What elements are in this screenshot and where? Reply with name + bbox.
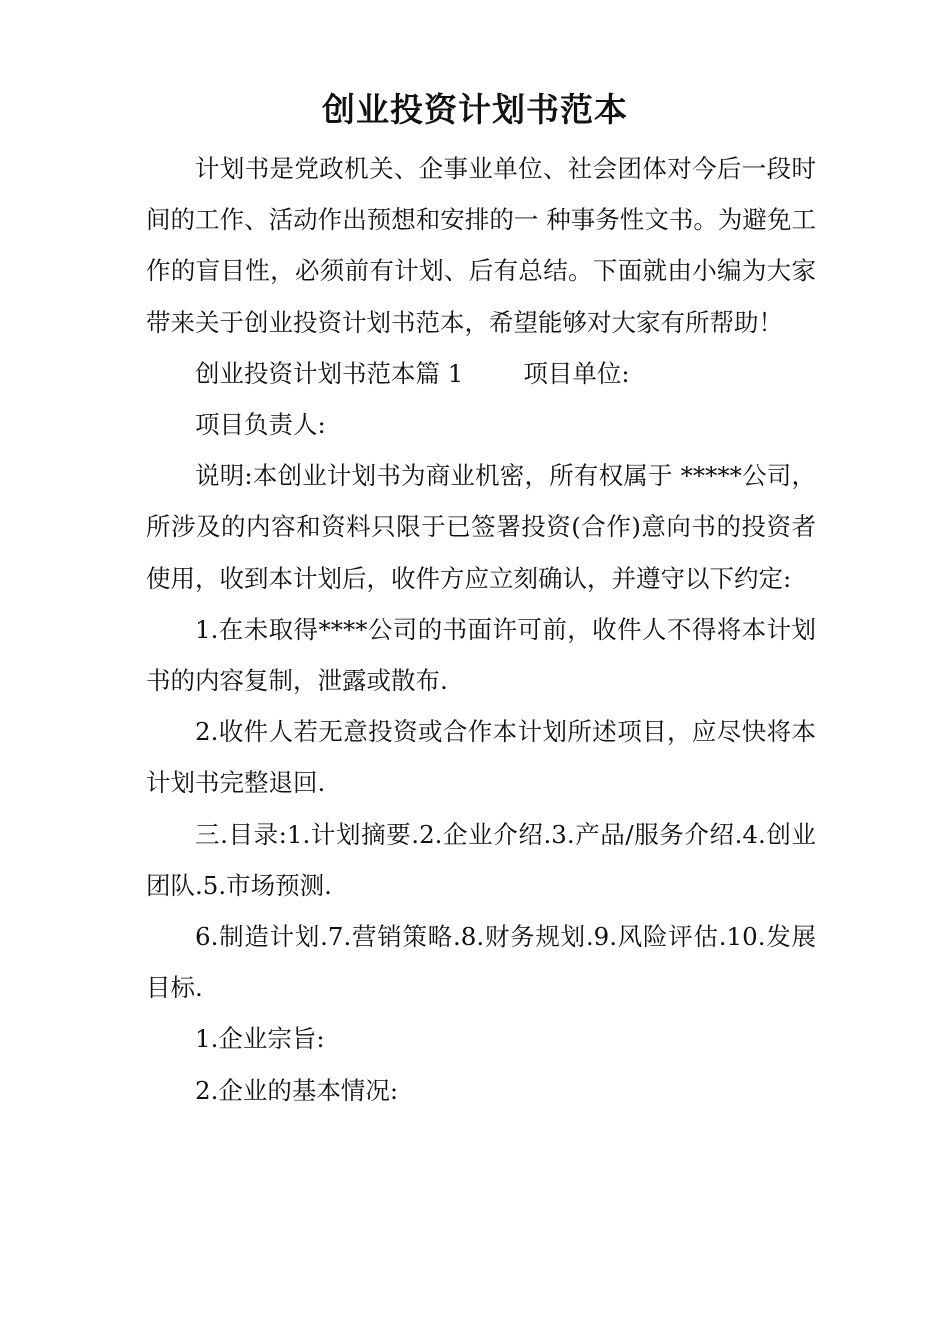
company-purpose-line: 1.企业宗旨:	[195, 1024, 325, 1054]
agreement-item-1: 1.在未取得****公司的书面许可前，收件人不得将本计划书的内容复制，泄露或散布.	[146, 614, 816, 696]
company-basics-line: 2.企业的基本情况:	[195, 1075, 399, 1105]
document-title: 创业投资计划书范本	[322, 90, 628, 129]
document-body	[146, 143, 816, 1116]
project-unit-label: 项目单位:	[523, 358, 630, 388]
agreement-item-2: 2.收件人若无意投资或合作本计划所述项目，应尽快将本计划书完整退回.	[146, 717, 816, 798]
table-of-contents-part-1: 三.目录:1.计划摘要.2.企业介绍.3.产品/服务介绍.4.创业团队.5.市场预测.	[146, 819, 816, 900]
confidentiality-note: 说明:本创业计划书为商业机密，所有权属于 *****公司，所涉及的内容和资料只限于已签署投资(合作)意向书的投资者使用，收到本计划后，收件方应立刻确认，并遵守以下约定:	[146, 461, 816, 593]
project-lead-line: 项目负责人:	[195, 410, 326, 440]
table-of-contents-part-2: 6.制造计划.7.营销策略.8.财务规划.9.风险评估.10.发展目标.	[146, 922, 816, 1003]
section-heading: 创业投资计划书范本篇 1	[195, 358, 464, 388]
section-heading-line	[146, 348, 816, 399]
intro-paragraph: 计划书是党政机关、企事业单位、社会团体对今后一段时间的工作、活动作出预想和安排的一 种事务性文书。为避免工作的盲目性，必须前有计划、后有总结。下面就由小编为大家带来关于创业投资计划书范本，希望能够对大家有所帮助！	[146, 154, 816, 337]
